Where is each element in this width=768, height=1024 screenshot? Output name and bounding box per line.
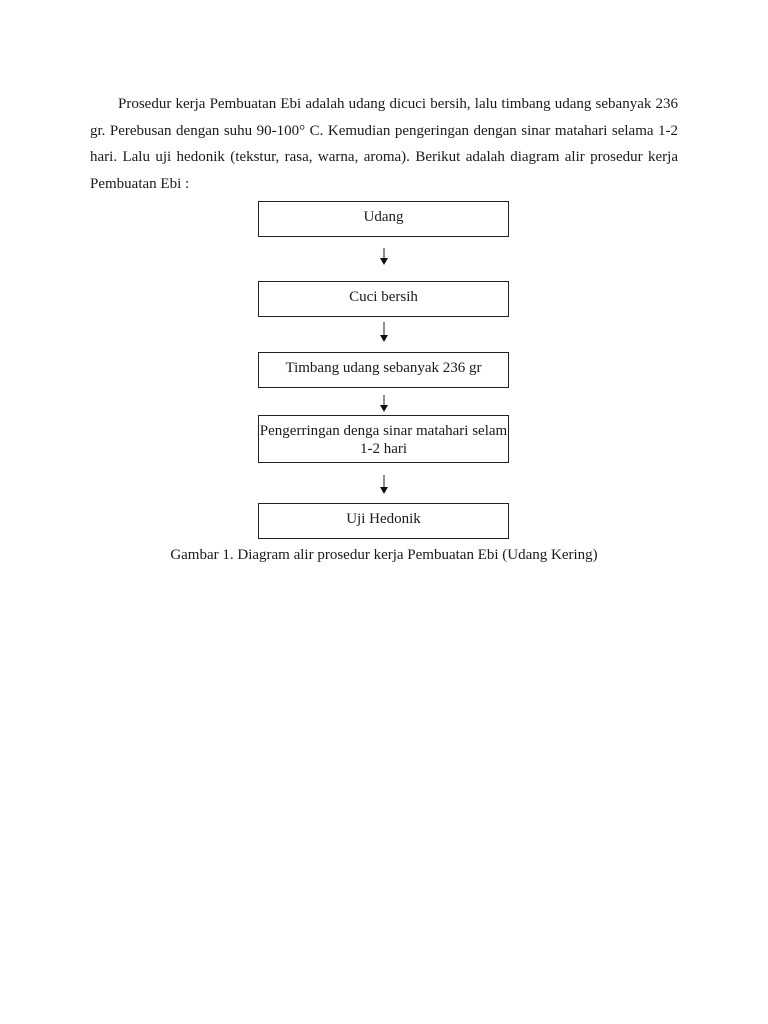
flow-arrow-2 — [379, 322, 389, 343]
flow-step-cuci-bersih: Cuci bersih — [258, 281, 509, 317]
figure-caption: Gambar 1. Diagram alir prosedur kerja Pembuatan Ebi (Udang Kering) — [170, 547, 598, 563]
flow-arrow-1 — [379, 248, 389, 266]
intro-paragraph: Prosedur kerja Pembuatan Ebi adalah udang dicuci bersih, lalu timbang udang sebanyak 236 gr. Perebusan dengan suhu 90-100° C. Kemudian pengeringan dengan sinar matahari selama 1-2 hari. Lalu uji hedonik (tekstur, rasa, warna, aroma). Berikut adalah diagram alir prosedur kerja Pembuatan Ebi : — [90, 96, 678, 192]
flow-arrow-3 — [379, 395, 389, 413]
flow-step-timbang-udang: Timbang udang sebanyak 236 gr — [258, 352, 509, 388]
flow-step-uji-hedonik: Uji Hedonik — [258, 503, 509, 539]
flow-step-udang: Udang — [258, 201, 509, 237]
flow-arrow-4 — [379, 475, 389, 495]
flow-step-pengeringan: Pengerringan denga sinar matahari selam 1-2 hari — [258, 415, 509, 463]
